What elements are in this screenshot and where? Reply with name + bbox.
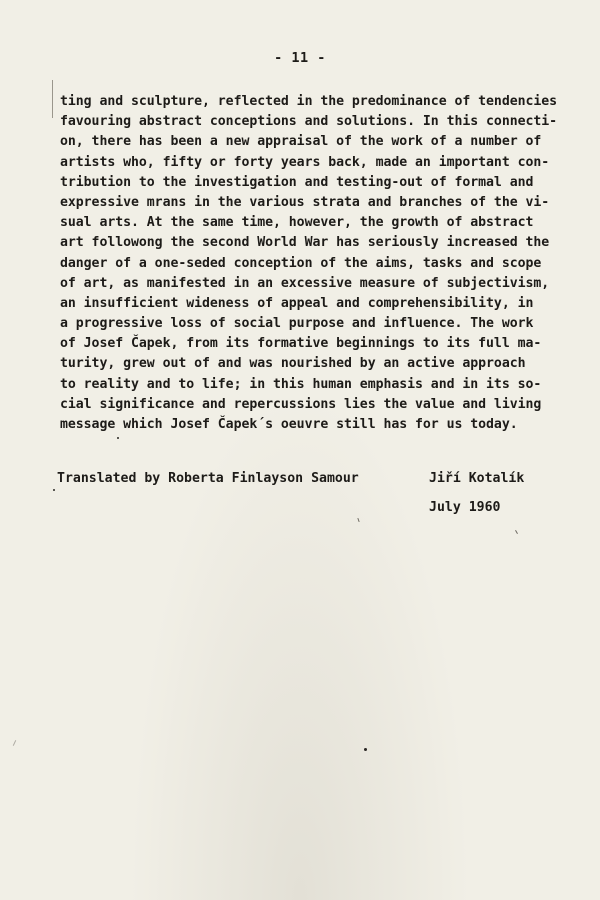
author-name: Jiří Kotalík (429, 471, 525, 486)
body-line: artists who, fifty or forty years back, made an important con- (60, 154, 550, 170)
body-line: art followong the second World War has seriously increased the (60, 235, 550, 251)
body-line: expressive mrans in the various strata and branches of the vi- (60, 194, 550, 210)
body-line: an insufficient wideness of appeal and comprehensibility, in (60, 295, 534, 311)
date-line: July 1960 (429, 500, 501, 515)
paper-mark (357, 518, 359, 522)
page-number: - 11 - (274, 50, 326, 66)
body-line: of art, as manifested in an excessive measure of subjectivism, (60, 275, 550, 291)
body-line: tribution to the investigation and testing-out of formal and (60, 174, 534, 190)
body-line: danger of a one-seded conception of the aims, tasks and scope (60, 255, 542, 271)
body-line: of Josef Čapek, from its formative beginnings to its full ma- (60, 336, 542, 352)
body-line: ting and sculpture, reflected in the predominance of tendencies (60, 94, 558, 109)
body-line: sual arts. At the same time, however, the growth of abstract (60, 215, 534, 231)
body-text (60, 92, 580, 435)
body-line: cial significance and repercussions lies the value and living (60, 396, 542, 412)
body-line: to reality and to life; in this human emphasis and in its so- (60, 376, 542, 392)
translator-credit: Translated by Roberta Finlayson Samour (57, 471, 359, 486)
signature-row (57, 471, 557, 491)
paper-mark (13, 740, 16, 746)
body-line: on, there has been a new appraisal of the work of a number of (60, 134, 542, 150)
paper-speck (53, 489, 55, 491)
paper-mark (515, 530, 518, 534)
body-line: turity, grew out of and was nourished by an active approach (60, 356, 526, 372)
margin-mark (52, 80, 53, 118)
body-line: a progressive loss of social purpose and influence. The work (60, 316, 534, 332)
body-line: message which Josef Čapek´s oeuvre still has for us today. (60, 417, 518, 432)
paper-speck (117, 437, 119, 439)
body-line: favouring abstract conceptions and solutions. In this connecti- (60, 114, 558, 130)
paper-speck (364, 748, 367, 751)
